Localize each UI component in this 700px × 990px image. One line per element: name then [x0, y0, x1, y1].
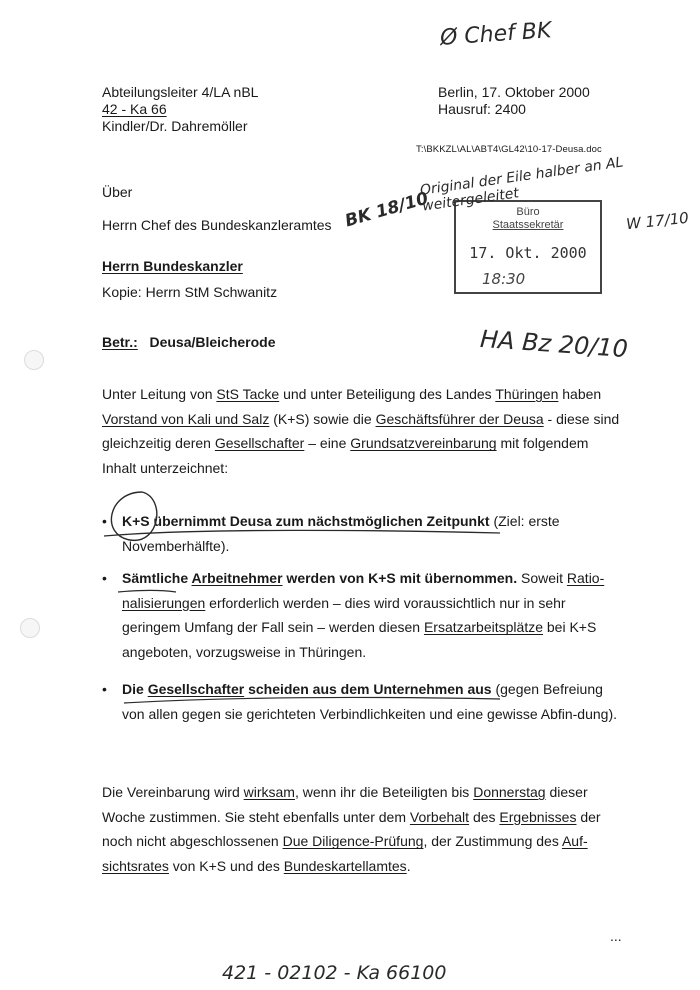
handwritten-initials-right: W 17/10	[625, 208, 690, 234]
intro-text-1: Unter Leitung von	[102, 386, 217, 402]
intro-text-4: (K+S) sowie die	[269, 410, 376, 427]
intro-underlined-5: Gesellschafter	[214, 435, 305, 452]
closing-text-8: .	[406, 858, 411, 875]
bullet-2-bold-1: Sämtliche	[122, 570, 192, 586]
phone-extension: Hausruf: 2400	[438, 101, 526, 117]
handwritten-initials-middle: BK 18/10	[342, 188, 431, 232]
intro-text-3: haben	[558, 386, 602, 402]
bullet-2-bold-underlined: Arbeitnehmer	[191, 570, 283, 586]
pen-underline-bullet-1	[104, 530, 500, 536]
bullet-1-bold: K+S übernimmt Deusa zum nächstmöglichen Zeitpunkt	[122, 513, 490, 529]
bullet-3-bold-underlined: Gesellschafter	[147, 681, 245, 697]
intro-underlined-4: Geschäftsführer der Deusa	[375, 410, 544, 427]
reference-number: 42 - Ka 66	[102, 101, 167, 117]
handwritten-forward-note: Original der Eile halber an AL weitergeleitet	[419, 154, 625, 215]
sender-department: Abteilungsleiter 4/LA nBL	[102, 84, 259, 100]
bullet-dot: •	[102, 681, 107, 697]
intro-text-5: - diese sind gleichzeitig deren	[102, 410, 620, 452]
bullet-3-text: (gegen Befreiung von allen gegen sie gerichteten Verbindlichkeiten und eine gewisse Abfin-dung).	[122, 681, 618, 722]
bullet-2-text-2: erforderlich werden – dies wird voraussichtlich nur in sehr geringem Umfang der Fall sein – werden diesen	[122, 594, 566, 636]
recipient: Herrn Bundeskanzler	[102, 258, 243, 274]
intro-text-7: mit folgendem Inhalt unterzeichnet:	[102, 435, 589, 477]
copy-recipient: Kopie: Herrn StM Schwanitz	[102, 284, 278, 300]
handwritten-footer-reference: 421 - 02102 - Ka 66100	[222, 962, 447, 984]
via-label: Über	[102, 184, 133, 200]
stamp-office: Büro	[516, 206, 540, 218]
intro-underlined-1: StS Tacke	[216, 386, 280, 402]
pen-underline-bullet-3	[124, 698, 500, 703]
via-recipient: Herrn Chef des Bundeskanzleramtes	[102, 217, 332, 233]
bullet-2-bold-2: werden von K+S mit übernommen.	[282, 570, 518, 586]
intro-underlined-2: Thüringen	[495, 386, 559, 402]
intro-text-2: und unter Beteiligung des Landes	[279, 386, 496, 402]
bullet-dot: •	[102, 570, 107, 586]
closing-text-4: des	[469, 808, 500, 825]
closing-underlined-5: Due Diligence-Prüfung	[282, 833, 424, 850]
intro-text-6: – eine	[304, 435, 351, 452]
closing-text-6: , der Zustimmung des	[423, 833, 562, 850]
bullet-2-text-1: Soweit	[517, 570, 567, 586]
intro-underlined-3: Vorstand von Kali und Salz	[102, 410, 270, 427]
closing-underlined-2: Donnerstag	[473, 784, 546, 800]
closing-text-1: Die Vereinbarung wird	[102, 784, 244, 800]
handwritten-subject-mark: HA Bz 20/10	[479, 324, 629, 364]
bullet-3-bold-2: scheiden aus dem Unternehmen aus	[244, 681, 492, 697]
closing-underlined-7: Bundeskartellamtes	[283, 858, 407, 875]
sender-names: Kindler/Dr. Dahremöller	[102, 118, 248, 134]
pen-underline-saemtliche	[118, 591, 176, 593]
closing-text-5: der noch nicht abgeschlossenen	[102, 808, 601, 850]
bullet-2-text-3: bei K+S angeboten, vorzugsweise in Thüringen.	[122, 619, 597, 661]
subject-label: Betr.:	[102, 334, 138, 350]
closing-text-3: dieser Woche zustimmen. Sie steht ebenfalls unter dem	[102, 784, 588, 825]
bullet-3-bold-1: Die	[122, 681, 148, 697]
closing-underlined-4: Ergebnisses	[499, 808, 577, 825]
subject-text: Deusa/Bleicherode	[149, 334, 276, 350]
closing-text-7: von K+S und des	[168, 858, 284, 875]
handwritten-top-right: Ø Chef BK	[439, 18, 553, 51]
bullet-1-text: (Ziel: erste Novemberhälfte).	[122, 513, 560, 554]
closing-underlined-1: wirksam	[243, 784, 295, 800]
continuation-mark: ...	[610, 928, 622, 944]
bullet-dot: •	[102, 513, 107, 529]
file-path: T:\BKKZL\AL\ABT4\GL42\10-17-Deusa.doc	[416, 144, 602, 155]
closing-underlined-3: Vorbehalt	[409, 808, 470, 825]
stamp-time: 18:30	[482, 270, 526, 288]
stamp-office-title: Staatssekretär	[492, 219, 564, 231]
place-date: Berlin, 17. Oktober 2000	[438, 84, 590, 100]
closing-underlined-6: Auf-sichtsrates	[102, 833, 588, 875]
bullet-2-underlined-1: Ratio-nalisierungen	[122, 570, 605, 611]
bullet-2-underlined-2: Ersatzarbeitsplätze	[423, 619, 543, 636]
stamp-date: 17. Okt. 2000	[469, 244, 587, 262]
closing-text-2: , wenn ihr die Beteiligten bis	[294, 784, 474, 800]
intro-underlined-6: Grundsatzvereinbarung	[350, 435, 497, 452]
